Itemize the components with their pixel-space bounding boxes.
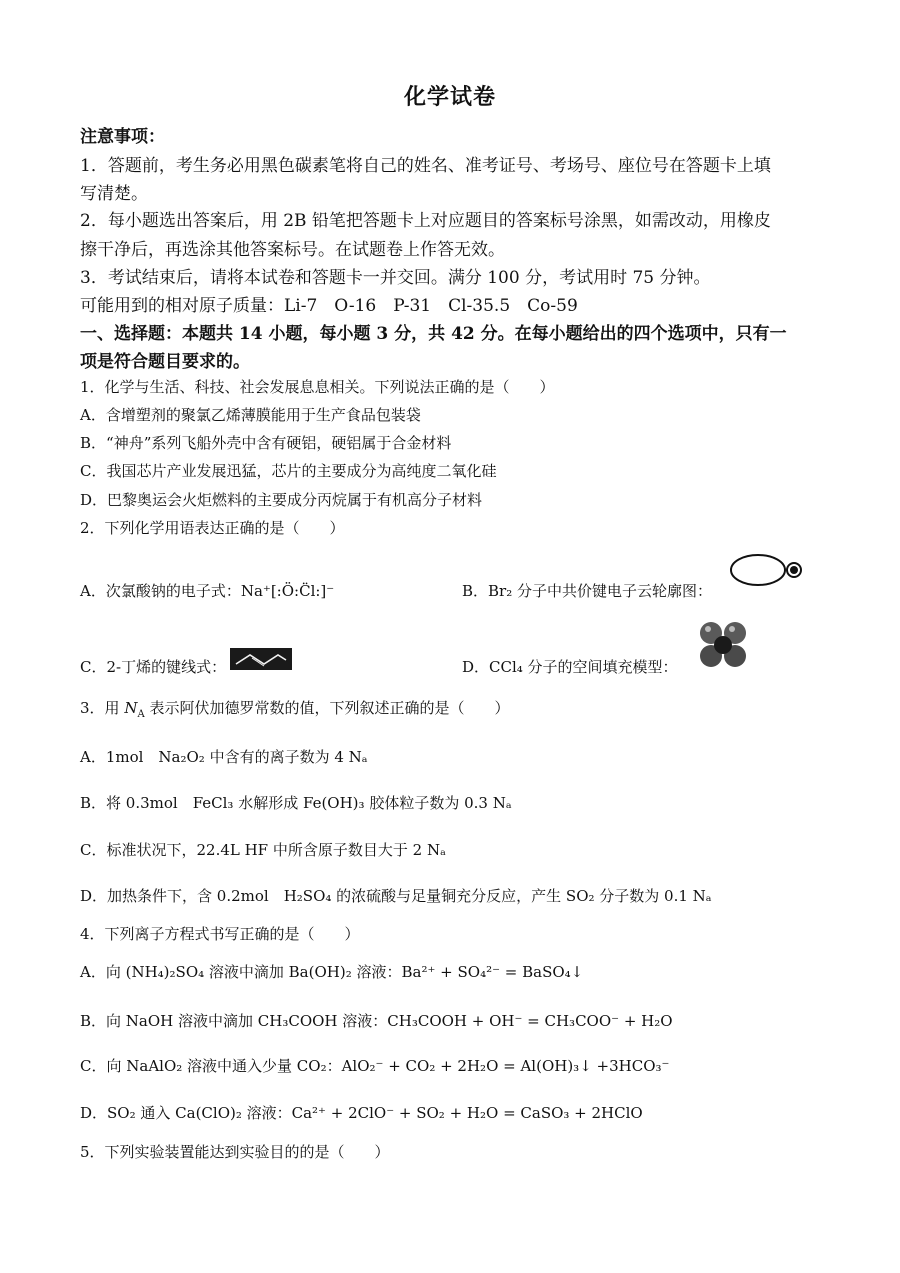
q3-stem-suffix: 表示阿伏加德罗常数的值，下列叙述正确的是（ ）	[144, 699, 510, 717]
q3-stem	[80, 697, 509, 720]
avogadro-symbol: N	[124, 699, 138, 717]
q2-option-c	[80, 656, 226, 677]
q1-option-b: B．“神舟”系列飞船外壳中含有硬铝，硬铝属于合金材料	[80, 434, 452, 452]
q4-option-a: A．向 (NH₄)₂SO₄ 溶液中滴加 Ba(OH)₂ 溶液：Ba²⁺ + SO₄²⁻ = BaSO₄↓	[80, 963, 584, 981]
q3-stem-prefix: 3．用	[80, 699, 125, 717]
q2-option-b-text: B．Br₂ 分子中共价键电子云轮廓图：	[462, 582, 712, 600]
q1-option-d: D．巴黎奥运会火炬燃料的主要成分丙烷属于有机高分子材料	[80, 491, 483, 509]
q3-option-c: C．标准状况下，22.4L HF 中所含原子数目大于 2 Nₐ	[80, 841, 446, 859]
section-1-heading-line-1: 一、选择题：本题共 14 小题，每小题 3 分，共 42 分。在每小题给出的四个选项中，只有一	[80, 324, 787, 344]
electron-cloud-diagram	[728, 551, 806, 591]
q4-option-c: C．向 NaAlO₂ 溶液中通入少量 CO₂：AlO₂⁻ + CO₂ + 2H₂O = Al(OH)₃↓ +3HCO₃⁻	[80, 1057, 670, 1075]
notice-item-1-line-2: 写清楚。	[80, 184, 148, 204]
avogadro-subscript: A	[137, 709, 145, 720]
q2-option-d-text: D．CCl₄ 分子的空间填充模型：	[462, 658, 678, 676]
q1-stem: 1．化学与生活、科技、社会发展息息相关。下列说法正确的是（ ）	[80, 378, 555, 396]
ccl4-space-filling-model	[694, 618, 752, 672]
notice-item-2-line-2: 擦干净后，再选涂其他答案标号。在试题卷上作答无效。	[80, 240, 505, 260]
q3-option-a: A．1mol Na₂O₂ 中含有的离子数为 4 Nₐ	[80, 748, 368, 766]
section-1-heading-line-2: 项是符合题目要求的。	[80, 352, 250, 372]
hypochlorite-electron-formula: Na⁺[:Ö:C̈l:]⁻	[240, 582, 335, 600]
q3-option-d: D．加热条件下，含 0.2mol H₂SO₄ 的浓硫酸与足量铜充分反应，产生 SO₂ 分子数为 0.1 Nₐ	[80, 887, 712, 905]
q2-stem: 2．下列化学用语表达正确的是（ ）	[80, 519, 345, 537]
page-title: 化学试卷	[403, 84, 496, 110]
q1-option-c: C．我国芯片产业发展迅猛，芯片的主要成分为高纯度二氧化硅	[80, 462, 497, 480]
q1-option-a: A．含增塑剂的聚氯乙烯薄膜能用于生产食品包装袋	[80, 406, 421, 424]
q2-option-a	[80, 580, 334, 601]
butene-skeletal-image	[230, 648, 292, 670]
q5-stem: 5．下列实验装置能达到实验目的的是（ ）	[80, 1143, 390, 1161]
q4-option-b: B．向 NaOH 溶液中滴加 CH₃COOH 溶液：CH₃COOH + OH⁻ = CH₃COO⁻ + H₂O	[80, 1012, 673, 1030]
atomic-masses: 可能用到的相对原子质量：Li-7 O-16 P-31 Cl-35.5 Co-59	[80, 296, 578, 316]
notice-item-3: 3．考试结束后，请将本试卷和答题卡一并交回。满分 100 分，考试用时 75 分钟。	[80, 268, 711, 288]
notice-heading: 注意事项：	[80, 127, 165, 147]
q2-option-a-text: A．次氯酸钠的电子式：	[80, 582, 241, 600]
q4-option-d: D．SO₂ 通入 Ca(ClO)₂ 溶液：Ca²⁺ + 2ClO⁻ + SO₂ + H₂O = CaSO₃ + 2HClO	[80, 1104, 643, 1122]
q3-option-b: B．将 0.3mol FeCl₃ 水解形成 Fe(OH)₃ 胶体粒子数为 0.3 Nₐ	[80, 794, 512, 812]
notice-item-2-line-1: 2．每小题选出答案后，用 2B 铅笔把答题卡上对应题目的答案标号涂黑，如需改动，用橡皮	[80, 211, 771, 231]
q4-stem: 4．下列离子方程式书写正确的是（ ）	[80, 925, 360, 943]
q2-option-c-text: C．2-丁烯的键线式：	[80, 658, 227, 676]
notice-item-1-line-1: 1．答题前，考生务必用黑色碳素笔将自己的姓名、准考证号、考场号、座位号在答题卡上填	[80, 156, 771, 176]
